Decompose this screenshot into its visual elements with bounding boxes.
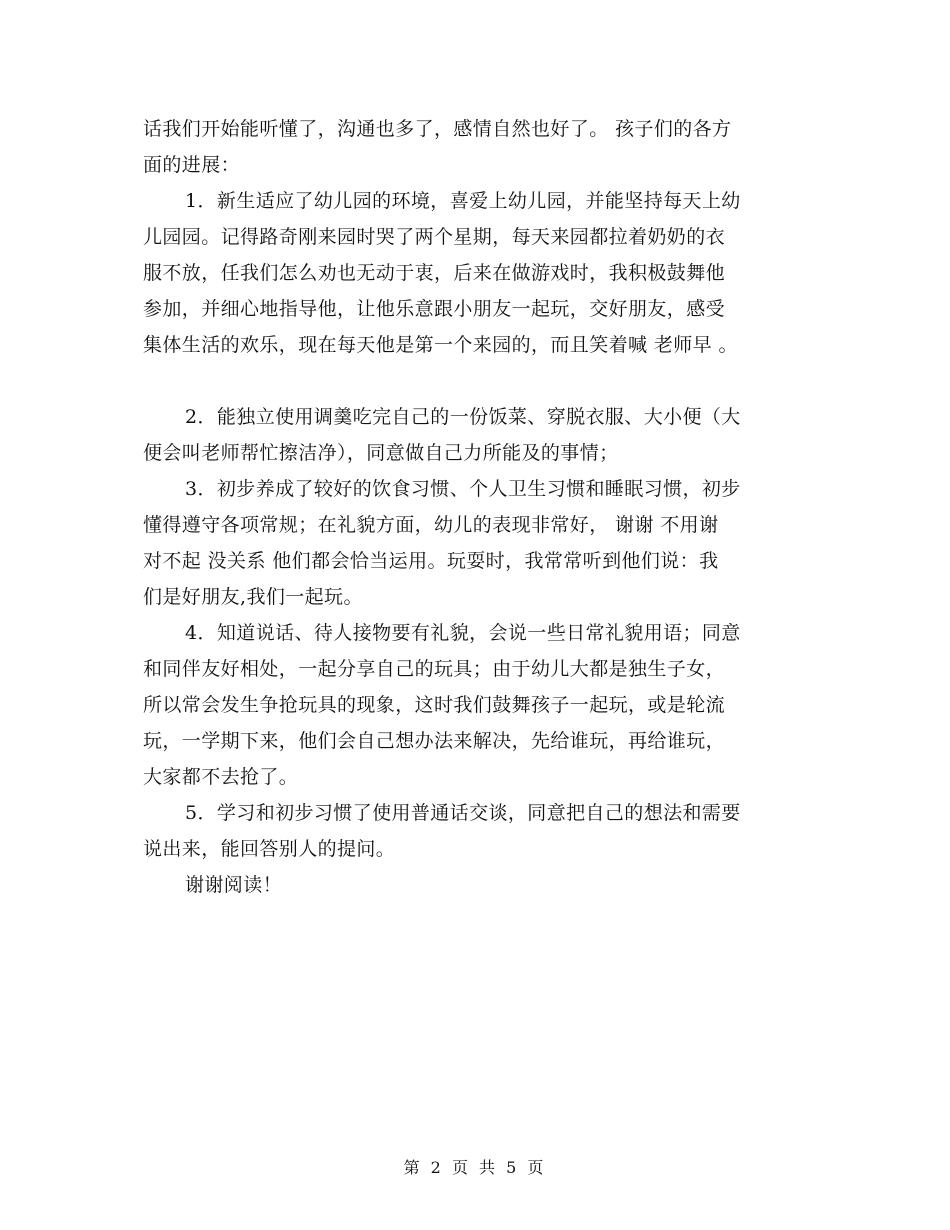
text-line: 谢谢阅读！ (185, 874, 283, 896)
text-line: 集体生活的欢乐，现在每天他是第一个来园的，而且笑着喊 老师早 。 (143, 334, 738, 356)
text-line: 对不起 没关系 他们都会恰当运用。玩耍时，我常常听到他们说：我 (143, 550, 719, 572)
text-line: 2．能独立使用调羹吃完自己的一份饭菜、穿脱衣服、大小便（大 (185, 406, 741, 428)
paragraph-gap (143, 363, 808, 399)
text-line: 便会叫老师帮忙擦洁净），同意做自己力所能及的事情； (143, 442, 619, 464)
text-line: 4．知道说话、待人接物要有礼貌，会说一些日常礼貌用语；同意 (185, 622, 741, 644)
text-line: 服不放，任我们怎么劝也无动于衷，后来在做游戏时，我积极鼓舞他 (143, 262, 726, 284)
text-line: 们是好朋友,我们一起玩。 (143, 586, 363, 608)
text-line: 5．学习和初步习惯了使用普通话交谈，同意把自己的想法和需要 (185, 802, 741, 824)
text-line: 1．新生适应了幼儿园的环境，喜爱上幼儿园，并能坚持每天上幼 (185, 190, 741, 212)
text-line: 面的进展： (143, 154, 241, 176)
text-line: 说出来，能回答别人的提问。 (143, 838, 396, 860)
text-line: 玩，一学期下来，他们会自己想办法来解决，先给谁玩，再给谁玩， (143, 730, 726, 752)
text-line: 参加，并细心地指导他，让他乐意跟小朋友一起玩，交好朋友，感受 (143, 298, 726, 320)
text-line: 大家都不去抢了。 (143, 766, 299, 788)
document-body (143, 111, 808, 903)
page-number-footer: 第 2 页 共 5 页 (403, 1158, 547, 1177)
text-line: 话我们开始能听懂了，沟通也多了，感情自然也好了。 孩子们的各方 (143, 118, 732, 140)
text-line: 懂得遵守各项常规；在礼貌方面，幼儿的表现非常好， 谢谢 不用谢 (143, 514, 719, 536)
text-line: 和同伴友好相处，一起分享自己的玩具；由于幼儿大都是独生子女， (143, 658, 726, 680)
text-line: 儿园园。记得路奇刚来园时哭了两个星期，每天来园都拉着奶奶的衣 (143, 226, 726, 248)
text-line: 3．初步养成了较好的饮食习惯、个人卫生习惯和睡眠习惯，初步 (185, 478, 741, 500)
text-line: 所以常会发生争抢玩具的现象，这时我们鼓舞孩子一起玩，或是轮流 (143, 694, 726, 716)
